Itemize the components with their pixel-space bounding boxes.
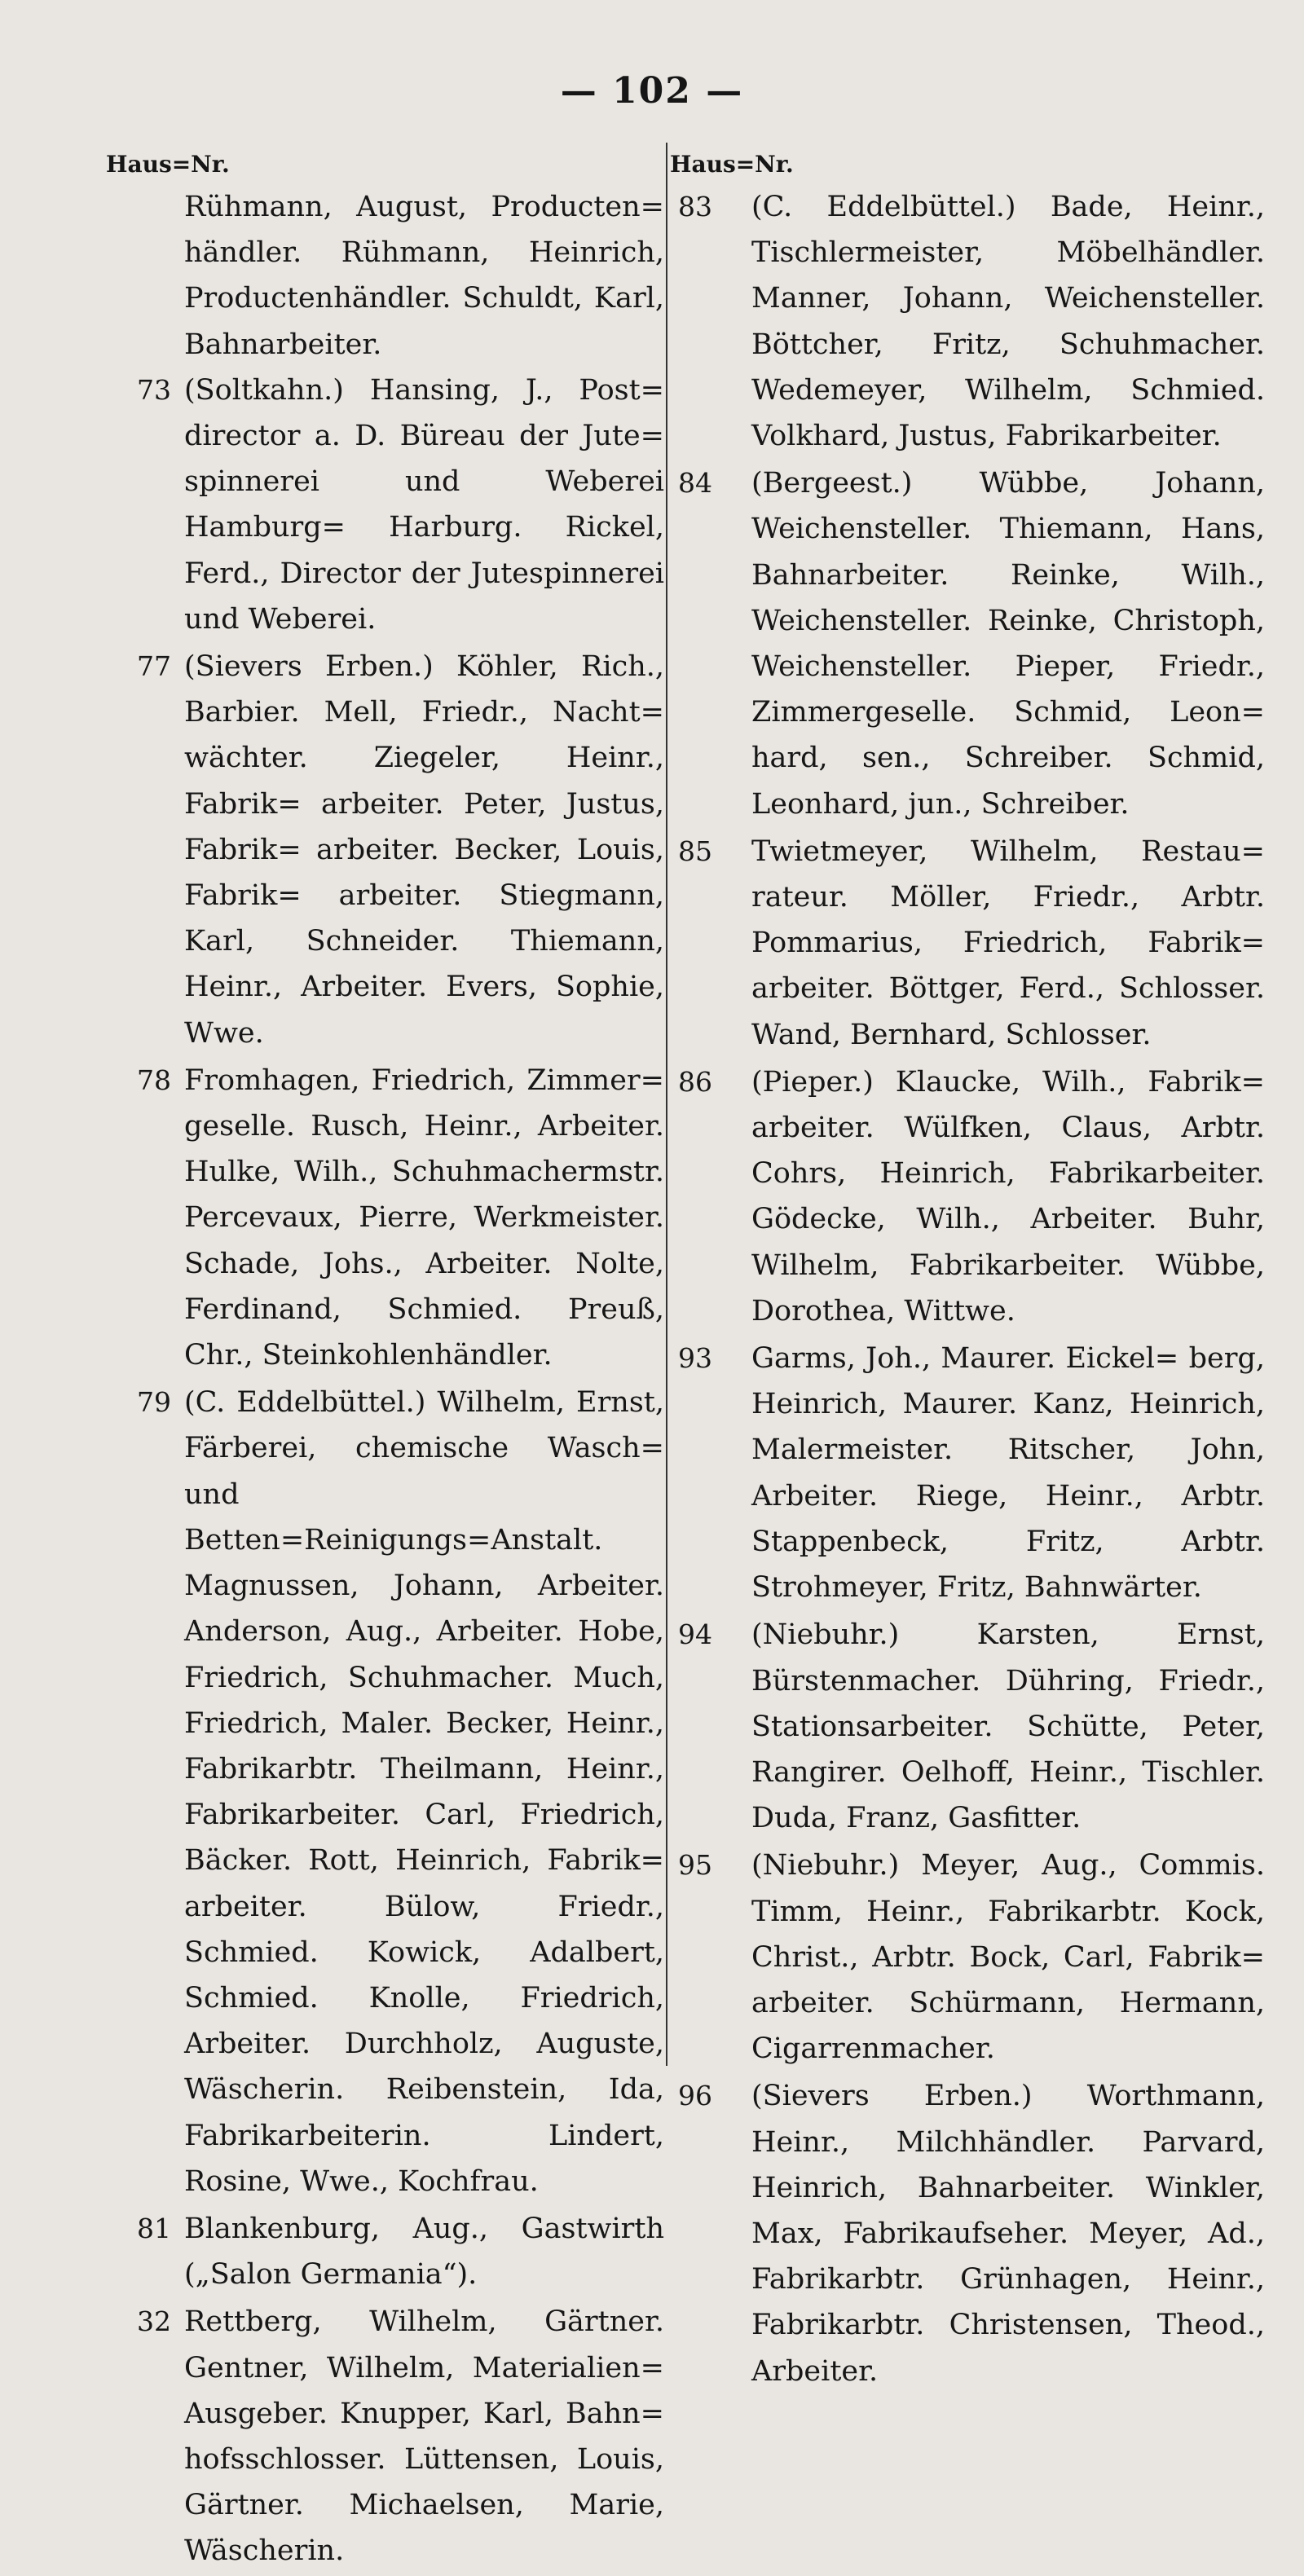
entry-text: (Soltkahn.) Hansing, J., Post= director a. D. Büreau der Jute= spinnerei und Weberei Hamburg= Harburg. Rickel, Ferd., Director der Jutespinnerei und Weberei. — [184, 373, 664, 636]
house-number: 85 — [678, 834, 712, 867]
directory-entry — [670, 1843, 1265, 2072]
directory-entry — [106, 2299, 664, 2574]
right-column — [670, 145, 1265, 2396]
directory-entry — [670, 460, 1265, 827]
house-number: 83 — [678, 191, 712, 222]
directory-entry — [670, 1059, 1265, 1334]
house-number: 84 — [678, 467, 712, 500]
directory-entry — [106, 2206, 664, 2297]
entry-text: Blankenburg, Aug., Gastwirth („Salon Germania“). — [184, 2212, 664, 2292]
entry-text: (C. Eddelbüttel.) Bade, Heinr., Tischlermeister, Möbelhändler. Manner, Johann, Weichensteller. Böttcher, Fritz, Schuhmacher. Wedemeyer, Wilhelm, Schmied. Volkhard, Justus, Fabrikarbeiter. — [751, 191, 1265, 453]
house-number: 73 — [137, 373, 171, 406]
page-number: — 102 — — [560, 70, 744, 112]
entry-text: (Sievers Erben.) Worthmann, Heinr., Milchhändler. Parvard, Heinrich, Bahnarbeiter. Winkler, Max, Fabrikaufseher. Meyer, Ad., Fabrikarbtr. Grünhagen, Heinr., Fabrikarbtr. Christensen, Theod., Arbeiter. — [751, 2080, 1265, 2388]
entry-text: Twietmeyer, Wilhelm, Restau= rateur. Möller, Friedr., Arbtr. Pommarius, Friedrich, Fabrik= arbeiter. Böttger, Ferd., Schlosser. Wand, Bernhard, Schlosser. — [751, 834, 1265, 1051]
entry-text: (Niebuhr.) Karsten, Ernst, Bürstenmacher. Dühring, Friedr., Stationsarbeiter. Schütte, Peter, Rangirer. Oelhoff, Heinr., Tischler. Duda, Franz, Gasfitter. — [751, 1618, 1265, 1835]
house-number: 93 — [678, 1342, 712, 1375]
entry-text: (Bergeest.) Wübbe, Johann, Weichensteller. Thiemann, Hans, Bahnarbeiter. Reinke, Wilh., Weichensteller. Reinke, Christoph, Weichensteller. Pieper, Friedr., Zimmergeselle. Schmid, Leon= hard, sen., Schreiber. Schmid, Leonhard, jun., Schreiber. — [751, 467, 1265, 821]
column-divider — [666, 143, 667, 2066]
entry-text: (Pieper.) Klaucke, Wilh., Fabrik= arbeiter. Wülfken, Claus, Arbtr. Cohrs, Heinrich, Fabrikarbeiter. Gödecke, Wilh., Arbeiter. Buhr, Wilhelm, Fabrikarbeiter. Wübbe, Dorothea, Wittwe. — [751, 1065, 1265, 1328]
directory-entry — [106, 1380, 664, 2204]
column-header: Haus=Nr. — [106, 151, 230, 178]
house-number: 94 — [678, 1618, 712, 1651]
entry-text: Rettberg, Wilhelm, Gärtner. Gentner, Wilhelm, Materialien= Ausgeber. Knupper, Karl, Bahn= hofsschlosser. Lüttensen, Louis, Gärtner. Michaelsen, Marie, Wäscherin. — [184, 2305, 664, 2568]
continuation-entry: Rühmann, August, Producten= händler. Rühmann, Heinrich, Productenhändler. Schuldt, Karl, Bahnarbeiter. — [184, 191, 664, 361]
house-number: 77 — [137, 650, 171, 683]
house-number: 86 — [678, 1065, 712, 1098]
entry-text: (C. Eddelbüttel.) Wilhelm, Ernst, Färberei, chemische Wasch= und Betten=Reinigungs=Anstalt. Magnussen, Johann, Arbeiter. Anderson, Aug., Arbeiter. Hobe, Friedrich, Schuhmacher. Much, Friedrich, Maler. Becker, Heinr., Fabrikarbtr. Theilmann, Heinr., Fabrikarbeiter. Carl, Friedrich, Bäcker. Rott, Heinrich, Fabrik= arbeiter. Bülow, Friedr., Schmied. Kowick, Adalbert, Schmied. Knolle, Friedrich, Arbeiter. Durchholz, Auguste, Wäscherin. Reibenstein, Ida, Fabrikarbeiterin. Lindert, Rosine, Wwe., Kochfrau. — [184, 1386, 664, 2198]
house-number: 79 — [137, 1386, 171, 1419]
entry-text: (Sievers Erben.) Köhler, Rich., Barbier. Mell, Friedr., Nacht= wächter. Ziegeler, Heinr., Fabrik= arbeiter. Peter, Justus, Fabrik= arbeiter. Becker, Louis, Fabrik= arbeiter. Stiegmann, Karl, Schneider. Thiemann, Heinr., Arbeiter. Evers, Sophie, Wwe. — [184, 650, 664, 1050]
column-header: Haus=Nr. — [670, 151, 794, 178]
house-number: 96 — [678, 2080, 712, 2112]
left-column — [106, 145, 664, 2576]
directory-entry — [106, 644, 664, 1056]
directory-entry — [670, 184, 1265, 459]
directory-entry — [106, 1058, 664, 1378]
entry-text: Garms, Joh., Maurer. Eickel= berg, Heinrich, Maurer. Kanz, Heinrich, Malermeister. Ritscher, John, Arbeiter. Riege, Heinr., Arbtr. Stappenbeck, Fritz, Arbtr. Strohmeyer, Fritz, Bahnwärter. — [751, 1342, 1265, 1605]
directory-entry — [670, 1336, 1265, 1610]
house-number: 81 — [137, 2212, 171, 2244]
house-number: 78 — [137, 1063, 171, 1096]
directory-entry — [670, 1612, 1265, 1841]
house-number: 32 — [137, 2305, 171, 2338]
entry-text: (Niebuhr.) Meyer, Aug., Commis. Timm, Heinr., Fabrikarbtr. Kock, Christ., Arbtr. Bock, Carl, Fabrik= arbeiter. Schürmann, Hermann, Cigarrenmacher. — [751, 1849, 1265, 2066]
directory-entry — [106, 368, 664, 642]
entry-text: Fromhagen, Friedrich, Zimmer= geselle. Rusch, Heinr., Arbeiter. Hulke, Wilh., Schuhmachermstr. Percevaux, Pierre, Werkmeister. Schade, Johs., Arbeiter. Nolte, Ferdinand, Schmied. Preuß, Chr., Steinkohlenhändler. — [184, 1063, 664, 1372]
house-number: 95 — [678, 1849, 712, 1882]
directory-entry — [670, 829, 1265, 1058]
directory-entry — [670, 2073, 1265, 2393]
